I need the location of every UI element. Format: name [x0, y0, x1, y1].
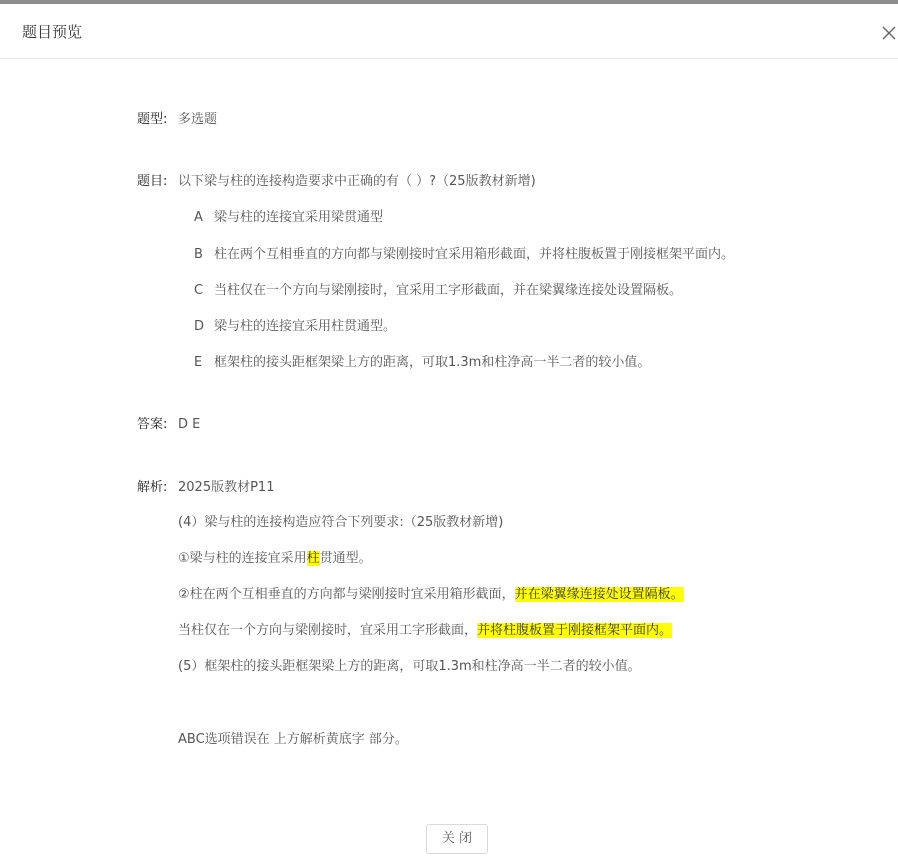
question-preview-body: [0, 60, 898, 858]
highlighted-text: 柱: [306, 551, 320, 566]
question-type-label: 题型:: [137, 112, 168, 127]
highlighted-text: 并将柱腹板置于刚接框架平面内。: [477, 623, 673, 638]
analysis-line: [178, 622, 672, 640]
analysis-text: 贯通型。: [319, 551, 372, 566]
dialog-title: 题目预览: [22, 23, 83, 41]
highlighted-text: 并在梁翼缘连接处设置隔板。: [514, 587, 684, 602]
analysis-text: ②柱在两个互相垂直的方向都与梁刚接时宜采用箱形截面，: [178, 587, 515, 602]
analysis-text: 当柱仅在一个方向与梁刚接时，宜采用工字形截面，: [178, 623, 478, 638]
option-text: 当柱仅在一个方向与梁刚接时，宜采用工字形截面，并在梁翼缘连接处设置隔板。: [214, 283, 683, 298]
option-text: 柱在两个互相垂直的方向都与梁刚接时宜采用箱形截面，并将柱腹板置于刚接框架平面内。: [214, 247, 735, 262]
answer-value: D E: [178, 417, 201, 432]
analysis-line: (4）梁与柱的连接构造应符合下列要求:（25版教材新增): [178, 515, 504, 530]
analysis-line: [178, 586, 684, 604]
option-letter: E: [194, 355, 203, 370]
question-stem-label: 题目:: [137, 174, 168, 189]
question-stem-text: 以下梁与柱的连接构造要求中正确的有（ ）?（25版教材新增): [178, 174, 536, 189]
option-text: 框架柱的接头距框架梁上方的距离，可取1.3m和柱净高一半二者的较小值。: [214, 355, 651, 370]
analysis-label: 解析:: [137, 480, 168, 495]
option-text: 梁与柱的连接宜采用柱贯通型。: [214, 319, 397, 334]
option-letter: A: [194, 210, 203, 225]
answer-label: 答案:: [137, 417, 168, 432]
analysis-line: [178, 550, 372, 568]
close-button[interactable]: 关 闭: [426, 824, 488, 854]
question-type-value: 多选题: [178, 112, 218, 127]
dialog-header: [0, 4, 898, 59]
option-letter: C: [194, 283, 204, 298]
analysis-line: (5）框架柱的接头距框架梁上方的距离，可取1.3m和柱净高一半二者的较小值。: [178, 659, 641, 674]
analysis-source: 2025版教材P11: [178, 480, 275, 495]
analysis-text: ①梁与柱的连接宜采用: [178, 551, 307, 566]
option-text: 梁与柱的连接宜采用梁贯通型: [214, 210, 384, 225]
option-letter: D: [194, 319, 205, 334]
option-letter: B: [194, 247, 203, 262]
analysis-note: ABC选项错误在 上方解析黄底字 部分。: [178, 732, 408, 747]
close-icon[interactable]: [880, 24, 898, 42]
